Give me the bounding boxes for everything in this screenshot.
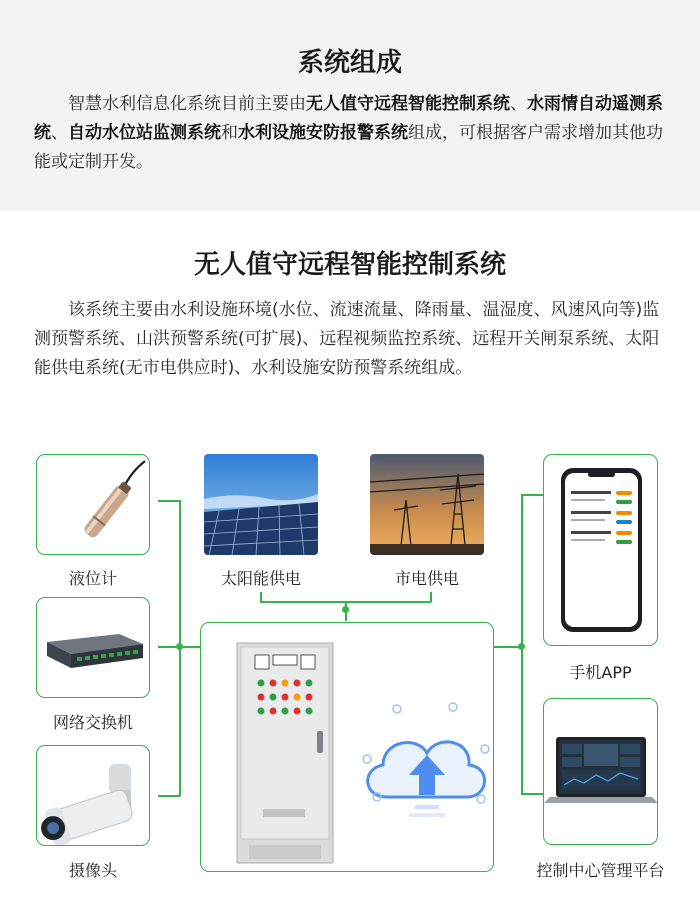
network-switch-icon xyxy=(37,598,150,698)
system-description: 该系统主要由水利设施环境(水位、流速流量、降雨量、温湿度、风速风向等)监测预警系统、山洪预警系统(可扩展)、远程视频监控系统、远程开关闸泵系统、太阳能供电系统(无市电供应时)、水利设施安防预警系统组成。 xyxy=(34,300,660,378)
connector-line xyxy=(158,795,180,797)
network-switch-card xyxy=(36,597,150,698)
camera-card xyxy=(36,745,150,846)
composition-sep-1: 、 xyxy=(510,94,527,114)
level-gauge-icon xyxy=(37,455,150,555)
control-center-label: 控制中心管理平台 xyxy=(536,861,665,880)
control-center-card xyxy=(543,698,658,845)
solar-power-label: 太阳能供电 xyxy=(220,569,301,588)
connector-dot xyxy=(342,606,349,613)
composition-title: 系统组成 xyxy=(297,48,402,78)
mobile-app-card xyxy=(543,454,658,646)
camera-icon xyxy=(37,746,150,846)
level-gauge-card xyxy=(36,454,150,555)
control-cabinet-icon xyxy=(201,623,494,872)
composition-bold-2: 水雨情自动遥测系统 xyxy=(34,94,663,143)
power-tower-icon xyxy=(370,454,484,555)
connector-line xyxy=(521,494,543,496)
composition-mid: 和 xyxy=(221,123,238,143)
camera-label: 摄像头 xyxy=(68,861,117,880)
mobile-app-label: 手机APP xyxy=(569,663,632,682)
composition-sep-2: 、 xyxy=(51,123,68,143)
connector-dot xyxy=(176,643,183,650)
composition-bold-1: 无人值守远程智能控制系统 xyxy=(306,94,510,114)
composition-intro: 智慧水利信息化系统目前主要由 xyxy=(68,94,306,114)
solar-panel-photo xyxy=(204,454,318,555)
laptop-icon xyxy=(544,699,658,845)
composition-bold-3: 自动水位站监测系统 xyxy=(68,123,221,143)
composition-outro: 组成，可根据客户需求增加其他功能或定制开发。 xyxy=(34,123,663,172)
grid-power-label: 市电供电 xyxy=(394,569,459,588)
solar-panel-icon xyxy=(204,454,318,555)
composition-section xyxy=(0,0,700,211)
composition-paragraph xyxy=(34,90,666,177)
power-tower-photo xyxy=(370,454,484,555)
system-title: 无人值守远程智能控制系统 xyxy=(193,250,506,280)
composition-bold-4: 水利设施安防报警系统 xyxy=(238,123,408,143)
network-switch-label: 网络交换机 xyxy=(52,713,133,732)
level-gauge-label: 液位计 xyxy=(68,569,117,588)
connector-line xyxy=(180,646,200,648)
connector-dot xyxy=(518,643,525,650)
connector-line xyxy=(158,500,180,502)
smartphone-icon xyxy=(544,455,658,646)
central-control-box xyxy=(200,622,494,872)
connector-line xyxy=(521,793,543,795)
